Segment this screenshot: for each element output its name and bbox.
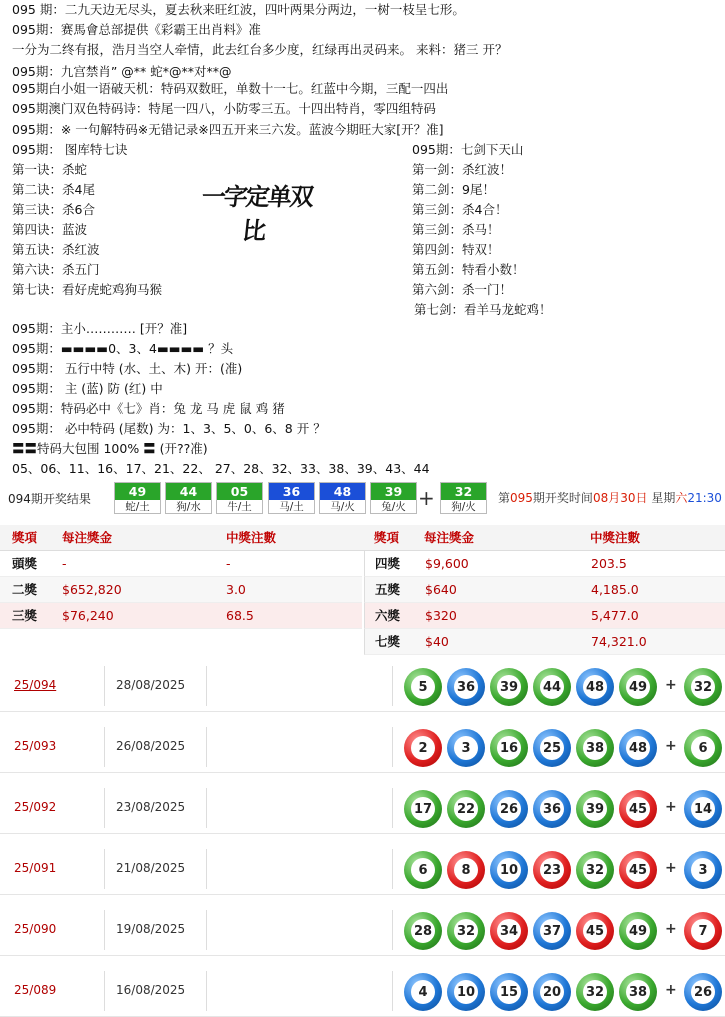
- ball-number: 20: [540, 980, 564, 1004]
- draw-ball-zodiac: 狗/水: [176, 501, 201, 513]
- next-draw-week-prefix: 星期: [651, 491, 676, 505]
- ball-number: 17: [411, 797, 435, 821]
- draw-ball-zodiac: 牛/土: [227, 501, 252, 513]
- ball-number: 6: [411, 858, 435, 882]
- ball-number: 25: [540, 736, 564, 760]
- lottery-ball: [447, 912, 485, 950]
- lottery-ball: [490, 790, 528, 828]
- text-line: 095期：※ 一句解特码※无错记录※四五开来三六发。蓝波今期旺大家[开？准]: [12, 122, 444, 137]
- ball-number: 26: [691, 980, 715, 1004]
- lottery-ball: [404, 851, 442, 889]
- column-divider: [392, 910, 393, 950]
- column-divider: [392, 788, 393, 828]
- draw-ball: [370, 482, 417, 514]
- prize-name: 四獎: [375, 556, 401, 571]
- draw-ball: [114, 482, 161, 514]
- history-date: 21/08/2025: [116, 861, 186, 875]
- ball-number: 48: [583, 675, 607, 699]
- prize-amount: $652,820: [62, 582, 122, 597]
- prize-amount: $40: [425, 634, 449, 649]
- column-divider: [392, 727, 393, 767]
- column-divider: [104, 788, 105, 828]
- prize-row: [364, 629, 725, 655]
- lottery-ball: [447, 790, 485, 828]
- prize-count: 3.0: [226, 582, 246, 597]
- ball-number: 36: [454, 675, 478, 699]
- lottery-ball: [447, 973, 485, 1011]
- ball-number: 16: [497, 736, 521, 760]
- ball-number: 34: [497, 919, 521, 943]
- prize-amount: $76,240: [62, 608, 114, 623]
- lottery-ball: [533, 668, 571, 706]
- prize-row: [0, 577, 362, 603]
- lottery-ball: [404, 790, 442, 828]
- left-item: 第七诀：看好虎蛇鸡狗马猴: [12, 282, 163, 297]
- column-divider: [104, 971, 105, 1011]
- lottery-ball: [619, 790, 657, 828]
- next-draw-period: 095: [510, 491, 533, 505]
- lottery-ball: [490, 912, 528, 950]
- history-period-link[interactable]: 25/094: [14, 678, 57, 692]
- draw-ball-number: 36: [269, 483, 314, 500]
- prize-name: 七獎: [375, 634, 401, 649]
- right-item: 第一剑：杀红波！: [412, 162, 513, 177]
- lottery-ball: [533, 973, 571, 1011]
- right-item: 第五剑：特看小数！: [412, 262, 525, 277]
- column-divider: [392, 971, 393, 1011]
- draw-ball-number: 05: [217, 483, 262, 500]
- handwritten-note: [196, 180, 313, 248]
- column-divider: [206, 910, 207, 950]
- ball-number: 38: [626, 980, 650, 1004]
- draw-ball-number: 44: [166, 483, 211, 500]
- text-line: 095期： 五行中特 (水、土、木) 开：(准): [12, 361, 243, 376]
- left-column-header: 095期： 图库特七诀: [12, 142, 128, 157]
- column-divider: [206, 666, 207, 706]
- lottery-ball: [404, 668, 442, 706]
- column-divider: [206, 727, 207, 767]
- ball-number: 10: [454, 980, 478, 1004]
- ball-number: 49: [626, 919, 650, 943]
- prize-count: 203.5: [591, 556, 627, 571]
- prize-header-cell: 每注獎金: [62, 530, 113, 545]
- lottery-ball: [684, 912, 722, 950]
- ball-number: 49: [626, 675, 650, 699]
- plus-sign: +: [665, 799, 677, 815]
- prize-count: 68.5: [226, 608, 254, 623]
- text-line: 095期澳门双色特码诗：特尾一四八，小防零三五。十四出特肖，零四组特码: [12, 101, 436, 116]
- draw-label: 094期开奖结果: [8, 492, 91, 506]
- prediction-text-block: [0, 0, 725, 480]
- prize-name: 三獎: [12, 608, 38, 623]
- prize-amount: -: [62, 556, 67, 571]
- ball-number: 22: [454, 797, 478, 821]
- ball-number: 3: [691, 858, 715, 882]
- lottery-ball: [619, 851, 657, 889]
- next-draw-mid: 期开奖时间: [532, 491, 593, 505]
- history-date: 28/08/2025: [116, 678, 186, 692]
- text-line: 095期： 必中特码 (尾数) 为：1、3、5、0、6、8 开 ？: [12, 421, 326, 436]
- ball-number: 32: [583, 980, 607, 1004]
- draw-ball-zodiac: 蛇/土: [125, 501, 150, 513]
- history-row: [0, 782, 725, 834]
- lottery-ball: [533, 912, 571, 950]
- prize-count: 4,185.0: [591, 582, 639, 597]
- draw-ball-zodiac: 狗/火: [451, 501, 476, 513]
- lottery-ball: [447, 851, 485, 889]
- left-item: 第六诀：杀五门: [12, 262, 100, 277]
- ball-number: 38: [583, 736, 607, 760]
- prize-name: 五獎: [375, 582, 401, 597]
- draw-history-list: [0, 660, 725, 1017]
- prize-row: [364, 603, 725, 629]
- prize-row: [364, 577, 725, 603]
- lottery-ball: [490, 729, 528, 767]
- column-divider: [104, 910, 105, 950]
- prize-count: 5,477.0: [591, 608, 639, 623]
- handwritten-line: 比: [240, 216, 266, 245]
- draw-ball: [165, 482, 212, 514]
- ball-number: 32: [583, 858, 607, 882]
- lottery-ball: [404, 729, 442, 767]
- plus-sign: +: [418, 486, 435, 510]
- lottery-ball: [684, 973, 722, 1011]
- lottery-ball: [576, 668, 614, 706]
- lottery-ball: [576, 790, 614, 828]
- column-divider: [206, 788, 207, 828]
- draw-ball-number: 49: [115, 483, 160, 500]
- prize-count: -: [226, 556, 231, 571]
- prize-row: [364, 551, 725, 577]
- ball-number: 36: [540, 797, 564, 821]
- lottery-ball: [447, 668, 485, 706]
- lottery-ball: [533, 790, 571, 828]
- history-date: 16/08/2025: [116, 983, 186, 997]
- ball-number: 8: [454, 858, 478, 882]
- plus-sign: +: [665, 738, 677, 754]
- lottery-ball: [490, 973, 528, 1011]
- ball-number: 32: [691, 675, 715, 699]
- draw-ball: [216, 482, 263, 514]
- history-row: [0, 660, 725, 712]
- next-draw-weekday: 六: [675, 491, 688, 505]
- ball-number: 5: [411, 675, 435, 699]
- ball-number: 37: [540, 919, 564, 943]
- right-item: 第三剑：杀4合！: [412, 202, 508, 217]
- lottery-ball: [533, 729, 571, 767]
- prize-count: 74,321.0: [591, 634, 647, 649]
- ball-number: 39: [583, 797, 607, 821]
- text-line: 〓〓特码大包围 100% 〓 (开??准): [12, 441, 208, 456]
- ball-number: 15: [497, 980, 521, 1004]
- lottery-ball: [404, 912, 442, 950]
- draw-ball-zodiac: 马/土: [279, 501, 304, 513]
- right-column-header: 095期：七剑下天山: [412, 142, 524, 157]
- draw-ball-number: 32: [441, 483, 486, 500]
- ball-number: 7: [691, 919, 715, 943]
- lottery-ball: [684, 729, 722, 767]
- number-list: 05、06、11、16、17、21、22、 27、28、32、33、38、39、43、44: [12, 461, 430, 476]
- next-draw-date: 08月30日: [592, 491, 648, 505]
- prize-name: 二獎: [12, 582, 38, 597]
- prize-header-cell: 每注獎金: [424, 530, 475, 545]
- prize-table: [0, 525, 725, 653]
- ball-number: 45: [626, 797, 650, 821]
- prize-amount: $320: [425, 608, 457, 623]
- text-line: 095期：▬▬▬▬0、3、4▬▬▬▬ ？头: [12, 341, 234, 356]
- handwritten-line: 一字定单双: [200, 182, 314, 211]
- prize-name: 頭獎: [12, 556, 38, 571]
- draw-ball-number: 48: [320, 483, 365, 500]
- ball-number: 39: [497, 675, 521, 699]
- left-item: 第三诀：杀6合: [12, 202, 95, 217]
- lottery-ball: [684, 668, 722, 706]
- ball-number: 23: [540, 858, 564, 882]
- ball-number: 28: [411, 919, 435, 943]
- lottery-ball: [576, 973, 614, 1011]
- lottery-ball: [576, 912, 614, 950]
- lottery-ball: [576, 851, 614, 889]
- text-line: 095期白小姐一语破天机：特码双数旺，单数十一七。红蓝中今期，三配一四出: [12, 81, 449, 96]
- column-divider: [206, 849, 207, 889]
- prize-header-cell: 中獎注數: [226, 530, 277, 545]
- draw-ball: [268, 482, 315, 514]
- plus-sign: +: [665, 982, 677, 998]
- prize-amount: $9,600: [425, 556, 469, 571]
- next-draw-prefix: 第: [498, 491, 511, 505]
- lottery-ball: [490, 851, 528, 889]
- ball-number: 2: [411, 736, 435, 760]
- history-row: [0, 965, 725, 1017]
- lottery-ball: [684, 790, 722, 828]
- lottery-ball: [619, 973, 657, 1011]
- lottery-ball: [404, 973, 442, 1011]
- lottery-ball: [619, 668, 657, 706]
- prize-row: [0, 551, 362, 577]
- prize-name: 六獎: [375, 608, 401, 623]
- column-divider: [104, 666, 105, 706]
- text-line: 095期：赛馬會总部提供《彩霸王出肖料》准: [12, 22, 261, 37]
- lottery-ball: [619, 912, 657, 950]
- ball-number: 4: [411, 980, 435, 1004]
- left-item: 第四诀：蓝波: [12, 222, 88, 237]
- prize-header-cell: 中獎注數: [590, 530, 641, 545]
- right-item: 第六剑：杀一门！: [412, 282, 513, 297]
- prize-amount: $640: [425, 582, 457, 597]
- draw-ball-zodiac: 兔/火: [381, 501, 406, 513]
- text-line: 095 期：二九天边无尽头，夏去秋来旺红波，四叶两果分两边，一树一枝呈七形。: [12, 2, 465, 17]
- history-date: 26/08/2025: [116, 739, 186, 753]
- column-divider: [104, 727, 105, 767]
- text-line: 一分为二终有报，浩月当空人牵情，此去红台多少度，红绿再出灵码来。 来料：猪三 开？: [12, 42, 508, 57]
- column-divider: [206, 971, 207, 1011]
- plus-sign: +: [665, 677, 677, 693]
- right-item: 第三剑：杀马！: [412, 222, 500, 237]
- history-row: [0, 721, 725, 773]
- prize-row: [0, 603, 362, 629]
- left-item: 第二诀：杀4尾: [12, 182, 95, 197]
- text-line: 095期：特码必中《七》肖：兔 龙 马 虎 鼠 鸡 猪: [12, 401, 285, 416]
- right-item: 第二剑：9尾！: [412, 182, 495, 197]
- lottery-ball: [533, 851, 571, 889]
- ball-number: 32: [454, 919, 478, 943]
- lottery-ball: [619, 729, 657, 767]
- draw-result-bar: [0, 480, 725, 516]
- draw-ball: [319, 482, 366, 514]
- history-date: 23/08/2025: [116, 800, 186, 814]
- draw-ball-number: 39: [371, 483, 416, 500]
- ball-number: 45: [583, 919, 607, 943]
- ball-number: 48: [626, 736, 650, 760]
- history-period-link[interactable]: 25/090: [14, 922, 57, 936]
- history-date: 19/08/2025: [116, 922, 186, 936]
- history-period-link[interactable]: 25/089: [14, 983, 57, 997]
- column-divider: [392, 666, 393, 706]
- draw-ball-zodiac: 马/火: [330, 501, 355, 513]
- plus-sign: +: [665, 860, 677, 876]
- lottery-ball: [447, 729, 485, 767]
- history-period-link[interactable]: 25/092: [14, 800, 57, 814]
- prize-header-row: [0, 525, 725, 551]
- text-line: 095期：九宫禁肖” @** 蛇*@**对**@: [12, 64, 232, 79]
- history-row: [0, 904, 725, 956]
- next-draw-info: [498, 489, 722, 506]
- history-row: [0, 843, 725, 895]
- right-item: 第七剑：看羊马龙蛇鸡！: [414, 302, 552, 317]
- ball-number: 6: [691, 736, 715, 760]
- column-divider: [392, 849, 393, 889]
- ball-number: 44: [540, 675, 564, 699]
- ball-number: 3: [454, 736, 478, 760]
- right-item: 第四剑：特双！: [412, 242, 500, 257]
- lottery-ball: [576, 729, 614, 767]
- lottery-ball: [684, 851, 722, 889]
- ball-number: 45: [626, 858, 650, 882]
- plus-sign: +: [665, 921, 677, 937]
- ball-number: 14: [691, 797, 715, 821]
- prize-header-cell: 獎項: [374, 530, 400, 545]
- prize-header-cell: 獎項: [12, 530, 38, 545]
- special-draw-ball: [440, 482, 487, 514]
- left-item: 第五诀：杀红波: [12, 242, 100, 257]
- text-line: 095期：主小………… [开？准]: [12, 321, 188, 336]
- next-draw-time: 21:30: [687, 491, 722, 505]
- ball-number: 26: [497, 797, 521, 821]
- text-line: 095期： 主 (蓝) 防 (红) 中: [12, 381, 163, 396]
- lottery-ball: [490, 668, 528, 706]
- history-period-link[interactable]: 25/093: [14, 739, 57, 753]
- left-item: 第一诀：杀蛇: [12, 162, 88, 177]
- column-divider: [104, 849, 105, 889]
- ball-number: 10: [497, 858, 521, 882]
- history-period-link[interactable]: 25/091: [14, 861, 57, 875]
